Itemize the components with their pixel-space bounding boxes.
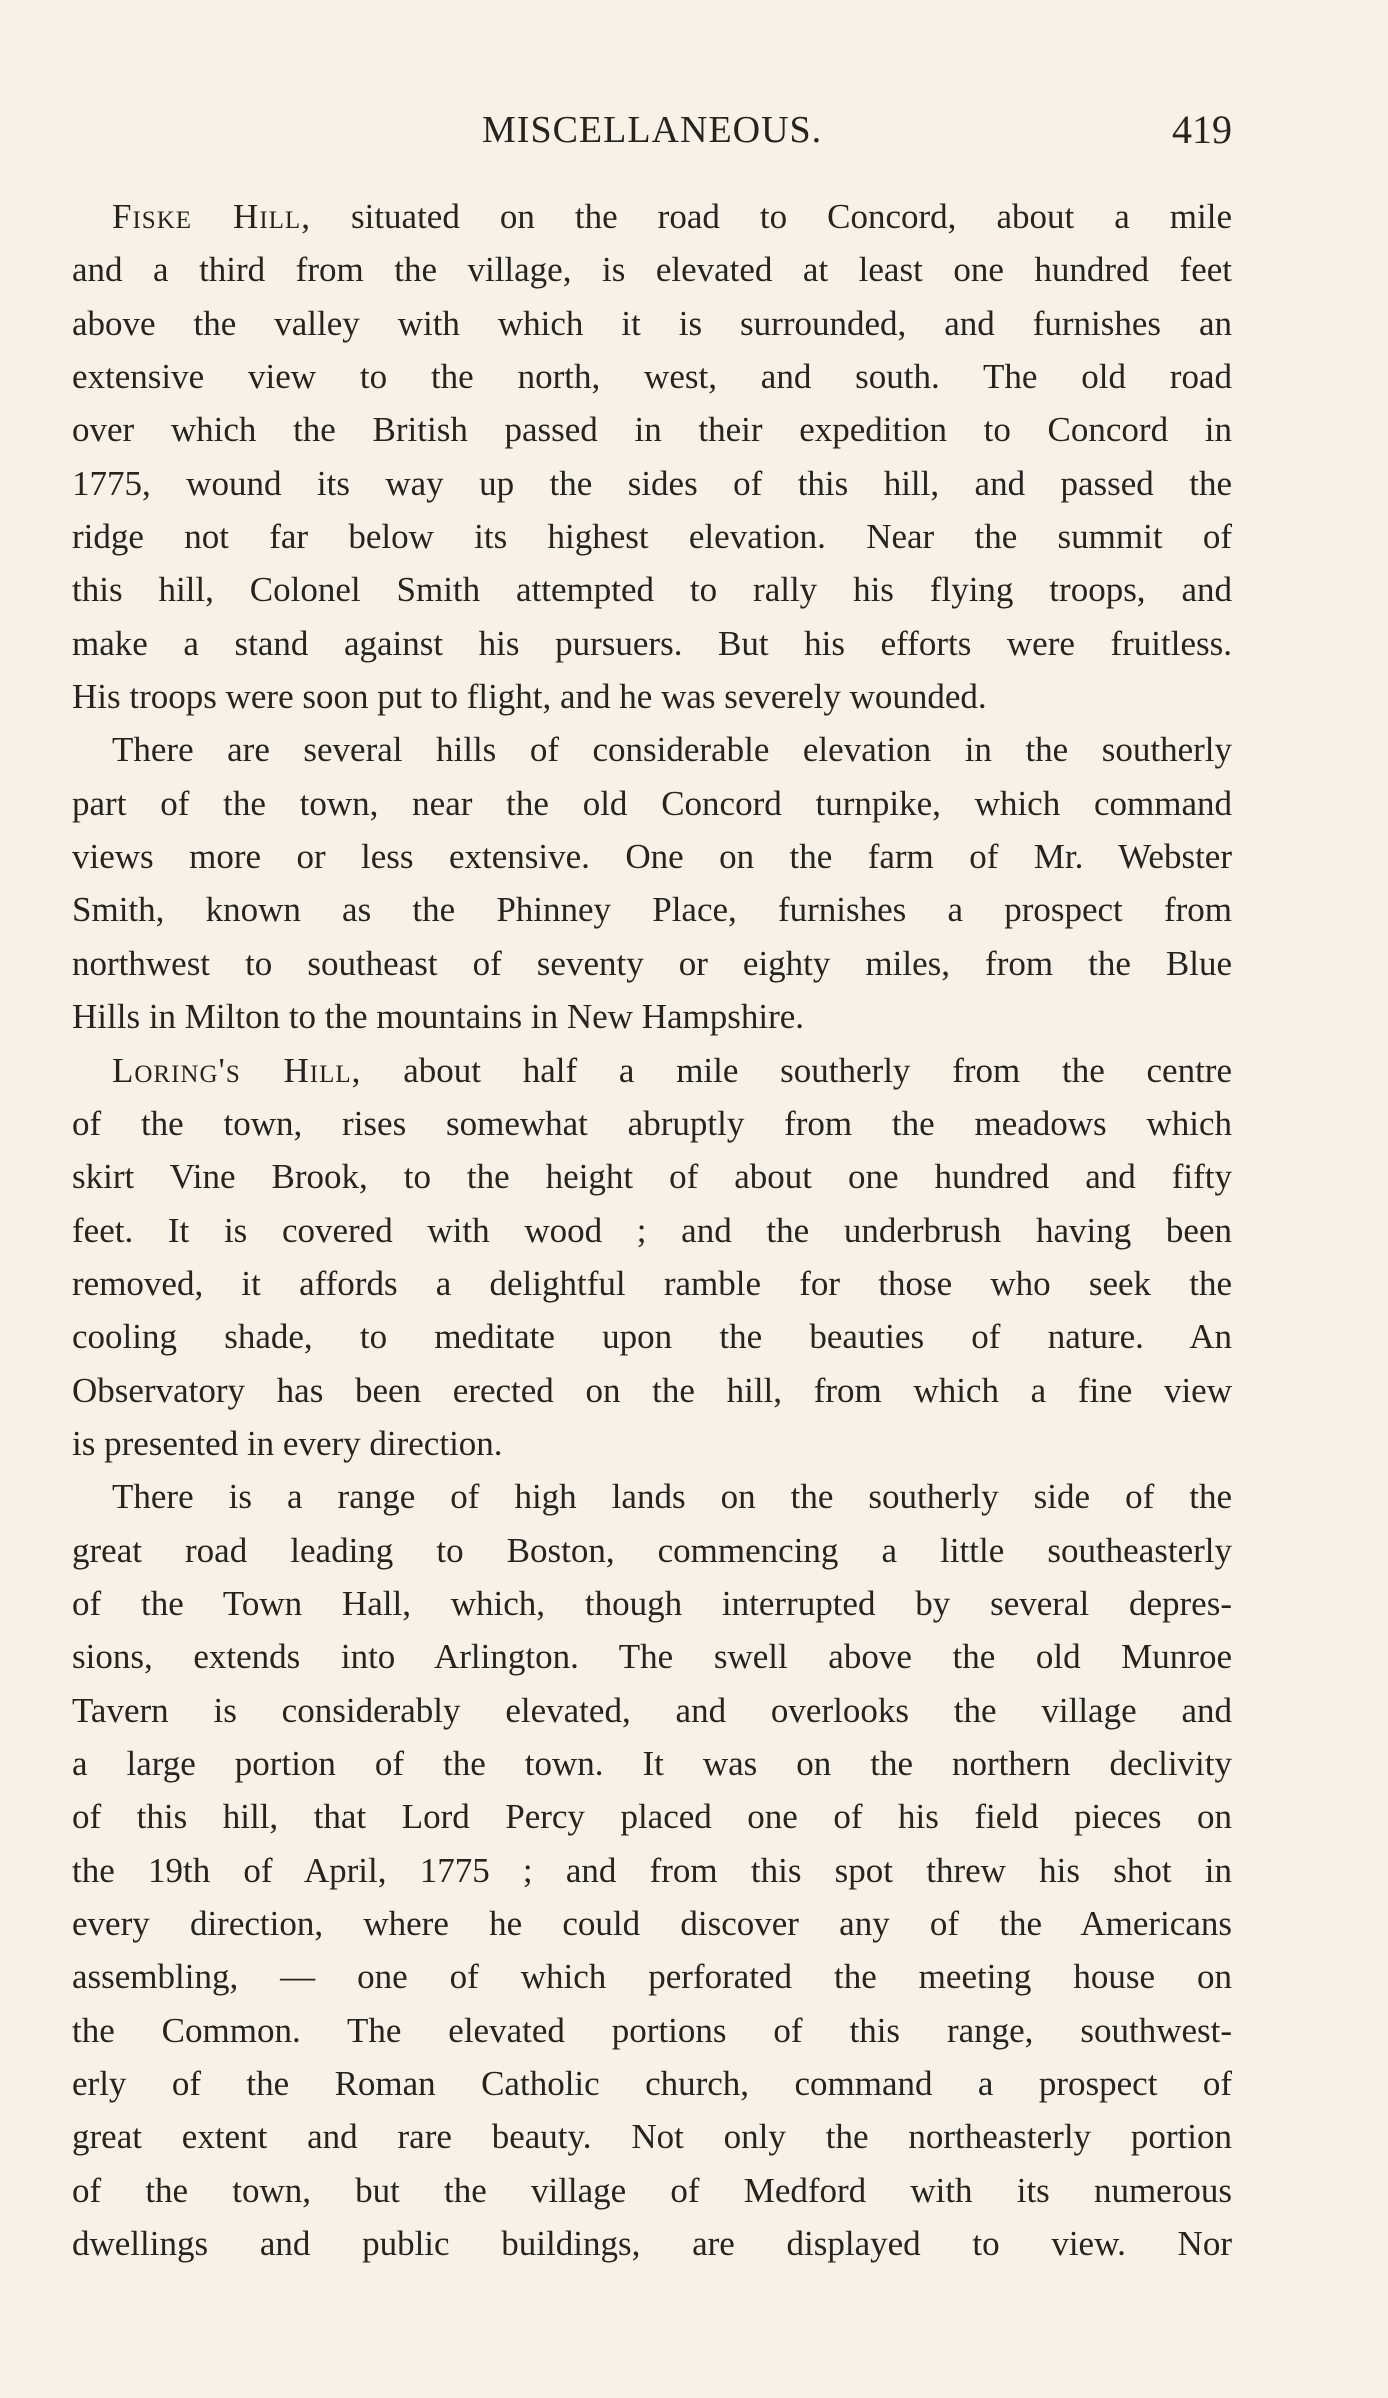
place-name: Loring's Hill, — [112, 1050, 362, 1090]
text-line: assembling, — one of which perforated the meeting house on — [72, 1957, 1232, 1997]
text-line: a large portion of the town. It was on the northern declivity — [72, 1743, 1232, 1783]
text-line: of this hill, that Lord Percy placed one of his field pieces on — [72, 1797, 1232, 1837]
text-line: erly of the Roman Catholic church, command a prospect of — [72, 2064, 1232, 2104]
running-title: MISCELLANEOUS. — [482, 109, 823, 151]
text-line: dwellings and public buildings, are displayed to view. Nor — [72, 2224, 1232, 2264]
text-line: Observatory has been erected on the hill, from which a fine view — [72, 1370, 1232, 1410]
text-line: the 19th of April, 1775 ; and from this spot threw his shot in — [72, 1850, 1232, 1890]
page-number: 419 — [1172, 107, 1232, 152]
text-line: and a third from the village, is elevated at least one hundred feet — [72, 250, 1232, 290]
body-text — [72, 190, 1232, 2270]
place-name: Fiske Hill, — [112, 197, 311, 236]
text-line: feet. It is covered with wood ; and the underbrush having been — [72, 1210, 1232, 1250]
text-line: Fiske Hill, situated on the road to Concord, about a mile — [112, 197, 1232, 236]
text-line: extensive view to the north, west, and south. The old road — [72, 357, 1232, 397]
text-line: Tavern is considerably elevated, and overlooks the village and — [72, 1690, 1232, 1730]
text-line: ridge not far below its highest elevation. Near the summit of — [72, 517, 1232, 557]
text-line: over which the British passed in their expedition to Concord in — [72, 410, 1232, 450]
text-line: the Common. The elevated portions of this range, southwest- — [72, 2010, 1232, 2050]
text-line: this hill, Colonel Smith attempted to rally his flying troops, and — [72, 570, 1232, 610]
text-line: skirt Vine Brook, to the height of about one hundred and fifty — [72, 1157, 1232, 1197]
text-line: every direction, where he could discover any of the Americans — [72, 1904, 1232, 1943]
text-line: is presented in every direction. — [72, 1423, 503, 1463]
text-line: above the valley with which it is surrounded, and furnishes an — [72, 303, 1232, 343]
text-line: There are several hills of considerable elevation in the southerly — [112, 730, 1232, 770]
text-line: Loring's Hill, about half a mile southerly from the centre — [112, 1050, 1232, 1090]
text-line: sions, extends into Arlington. The swell above the old Munroe — [72, 1637, 1232, 1677]
text-line: There is a range of high lands on the southerly side of the — [112, 1477, 1232, 1517]
text-line: of the Town Hall, which, though interrupted by several depres- — [72, 1583, 1232, 1623]
text-line: great extent and rare beauty. Not only the northeasterly portion — [72, 2117, 1232, 2157]
text-line: Hills in Milton to the mountains in New Hampshire. — [72, 997, 805, 1037]
text-line: cooling shade, to meditate upon the beauties of nature. An — [72, 1317, 1232, 1357]
text-line: 1775, wound its way up the sides of this hill, and passed the — [72, 463, 1232, 503]
text-line: part of the town, near the old Concord turnpike, which command — [72, 783, 1232, 823]
text-line: make a stand against his pursuers. But his efforts were fruitless. — [72, 623, 1232, 663]
text-line: of the town, rises somewhat abruptly from the meadows which — [72, 1103, 1232, 1143]
text-line: of the town, but the village of Medford with its numerous — [72, 2170, 1232, 2210]
text-line: His troops were soon put to flight, and he was severely wounded. — [72, 677, 987, 717]
text-line: removed, it affords a delightful ramble for those who seek the — [72, 1263, 1232, 1303]
text-line: views more or less extensive. One on the farm of Mr. Webster — [72, 837, 1232, 877]
text-line: northwest to southeast of seventy or eighty miles, from the Blue — [72, 943, 1232, 983]
text-line: Smith, known as the Phinney Place, furnishes a prospect from — [72, 890, 1232, 930]
running-head — [72, 100, 1232, 160]
text-line: great road leading to Boston, commencing a little southeasterly — [72, 1530, 1232, 1570]
